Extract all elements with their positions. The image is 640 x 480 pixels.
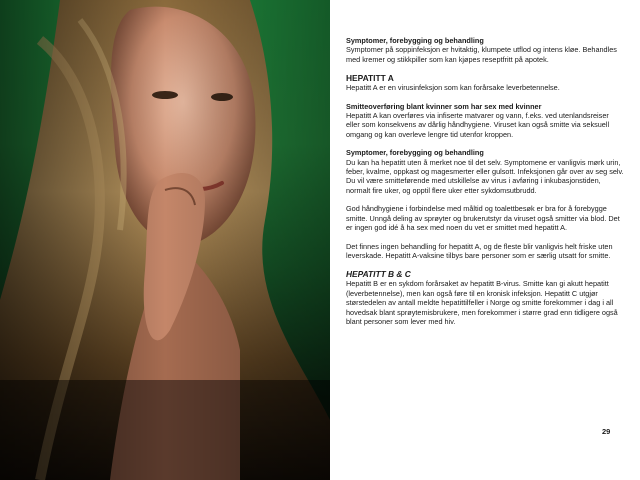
section-heading: HEPATITT B & C [346, 269, 411, 280]
section-body: Symptomer på soppinfeksjon er hvitaktig, klumpete utflod og intens kløe. Behandles med kremer og stikkpiller som kan kjøpes reseptfritt på apotek. [346, 45, 617, 64]
section-heading: Symptomer, forebygging og behandling [346, 148, 484, 158]
paragraph: Det finnes ingen behandling for hepatitt A, og de fleste blir vanligvis helt friske uten leverskade. Hepatitt A-vaksine tilbys bare personer som er særlig utsatt for smitte. [346, 241, 613, 260]
section-heading: Smitteoverføring blant kvinner som har sex med kvinner [346, 101, 542, 111]
section-heading: HEPATITT A [346, 73, 394, 84]
section-body: Hepatitt A er en virusinfeksjon som kan forårsake leverbetennelse. [346, 83, 560, 93]
article-text [346, 36, 624, 326]
section-body: Du kan ha hepatitt uten å merket noe til det selv. Symptomene er vanligvis mørk urin, feber, kvalme, oppkast og magesmerter eller gulsott. Infeksjonen går over av seg selv. Du vil være smitteførende med utskillelse av virus i avføring i inkubasjonstiden, normalt fire uker, og opptil flere uker etter sykdomsutbrudd. [346, 157, 624, 195]
page-number: 29 [602, 427, 611, 436]
section-body: Hepatitt A kan overføres via infiserte matvarer og vann, f.eks. ved utenlandsreiser eller som konsekvens av dårlig håndhygiene. Viruset kan også smitte via seksuell omgang og kan overleve lengre tid utenfor kroppen. [346, 111, 610, 139]
section-body: Hepatitt B er en sykdom forårsaket av hepatitt B-virus. Smitte kan gi akutt hepatitt (leverbetennelse), men kan også føre til en kronisk infeksjon. Hepatitt C utgjør størstedelen av antall meldte hepatittilfeller i Norge og smitte forekommer i dag i all hovedsak blant sprøytemisbrukere, men forekommer i større grad enn tidligere også blant personer som lever med hiv. [346, 279, 618, 326]
paragraph: God håndhygiene i forbindelse med måltid og toalettbesøk er bra for å forebygge smitte. Unngå deling av sprøyter og brukerutstyr da viruset også smitter via blod. Det er ingen god idé å ha sex med noen du vet er smittet med hepatitt A. [346, 204, 620, 233]
section-heading: Symptomer, forebygging og behandling [346, 36, 484, 45]
